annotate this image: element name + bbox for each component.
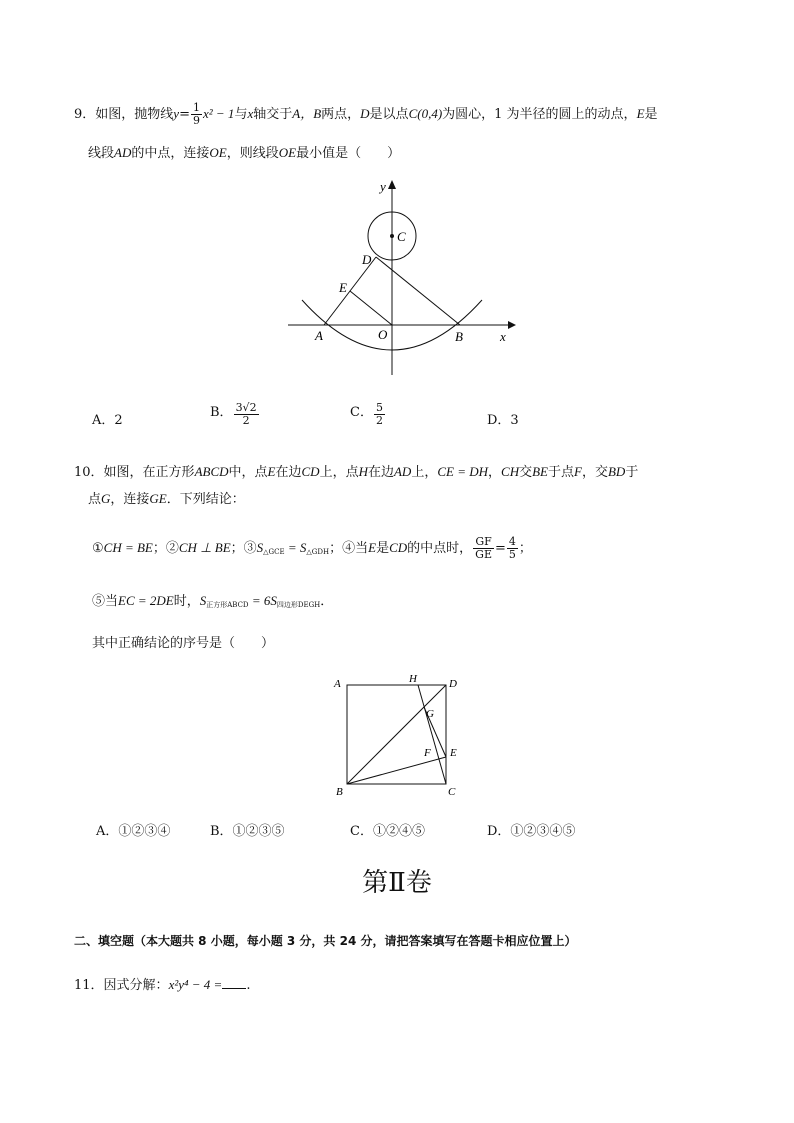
y-axis-arrow [388, 180, 396, 189]
part2-title: 第Ⅱ卷 [362, 868, 432, 898]
label-g: G [426, 708, 434, 720]
q10-number: 10． [74, 465, 104, 480]
q9-number: 9． [74, 107, 96, 122]
q10-line1: 10．如图，在正方形ABCD中，点E在边CD上，点H在边AD上，CE = DH，CH交BE于点F，交BD于 [74, 464, 639, 480]
q11-line: 11．因式分解：x²y⁴ − 4 = . [74, 977, 251, 993]
label-c: C [397, 229, 406, 244]
label-a: A [334, 678, 341, 690]
segment-bd [347, 685, 446, 784]
segment-db [376, 257, 460, 325]
label-e: E [450, 747, 457, 759]
q10-conclusions-1: ①CH = BE；②CH ⊥ BE；$③S_{\triangle GCE} = S_{\triangle GDH}$；④当E是CD的中点时， $\frac{GF}{GE}$ = $\frac{4}{5}$ ； [92, 535, 532, 561]
q10-figure [330, 672, 470, 802]
label-d: D [449, 678, 457, 690]
label-f: F [424, 747, 431, 759]
q9-line2: 线段AD的中点，连接OE，则线段OE最小值是（ ） [88, 145, 401, 161]
label-o: O [378, 327, 388, 342]
q10-ask: 其中正确结论的序号是（ ） [92, 636, 275, 651]
label-h: H [409, 673, 417, 685]
q9-figure [280, 175, 520, 380]
label-x: x [500, 329, 506, 344]
segment-oe [350, 291, 392, 325]
q11-number: 11． [74, 978, 104, 993]
q9-option-d[interactable]: D．3 [487, 413, 519, 428]
q10-conclusions-2: ⑤当EC = 2DE时，$S_{正方形ABCD} = 6S_{四边形DEGH}$． [92, 593, 334, 609]
q9-line1: 9．如图，抛物线y= $\frac{1}{9}$ x² − 1与x轴交于A，B两点，D是以点C(0,4)为圆心，1 为半径的圆上的动点，E是 [74, 101, 658, 127]
q10-option-b[interactable]: B．①②③⑤ [210, 824, 285, 839]
q9-fraction: $\frac{1}{9}$ [192, 101, 200, 127]
q10-option-c[interactable]: C．①②④⑤ [350, 824, 425, 839]
segment-be [347, 757, 446, 784]
segment-ch [418, 685, 446, 784]
section-fill-in-blank-heading: 二、填空题（本大题共 8 小题，每小题 3 分，共 24 分，请把答案填写在答题卡相应位置上） [74, 934, 577, 948]
answer-blank[interactable] [222, 976, 246, 989]
q10-line2: 点G，连接GE．下列结论： [88, 491, 245, 507]
q9-option-c[interactable]: C． $\frac{5}{2}$ [350, 401, 383, 427]
point-c [390, 234, 394, 238]
label-d: D [362, 252, 372, 267]
label-y: y [380, 179, 386, 194]
label-e: E [339, 280, 347, 295]
label-c: C [448, 786, 456, 798]
label-b: B [336, 786, 343, 798]
label-b: B [455, 329, 463, 344]
q10-option-a[interactable]: A．①②③④ [96, 824, 171, 839]
q9-option-b[interactable]: B． $\frac{3√2}{2}$ [210, 401, 257, 427]
q10-option-d[interactable]: D．①②③④⑤ [487, 824, 576, 839]
x-axis-arrow [508, 321, 516, 329]
q9-option-a[interactable]: A．2 [92, 413, 123, 428]
label-a: A [315, 328, 323, 343]
